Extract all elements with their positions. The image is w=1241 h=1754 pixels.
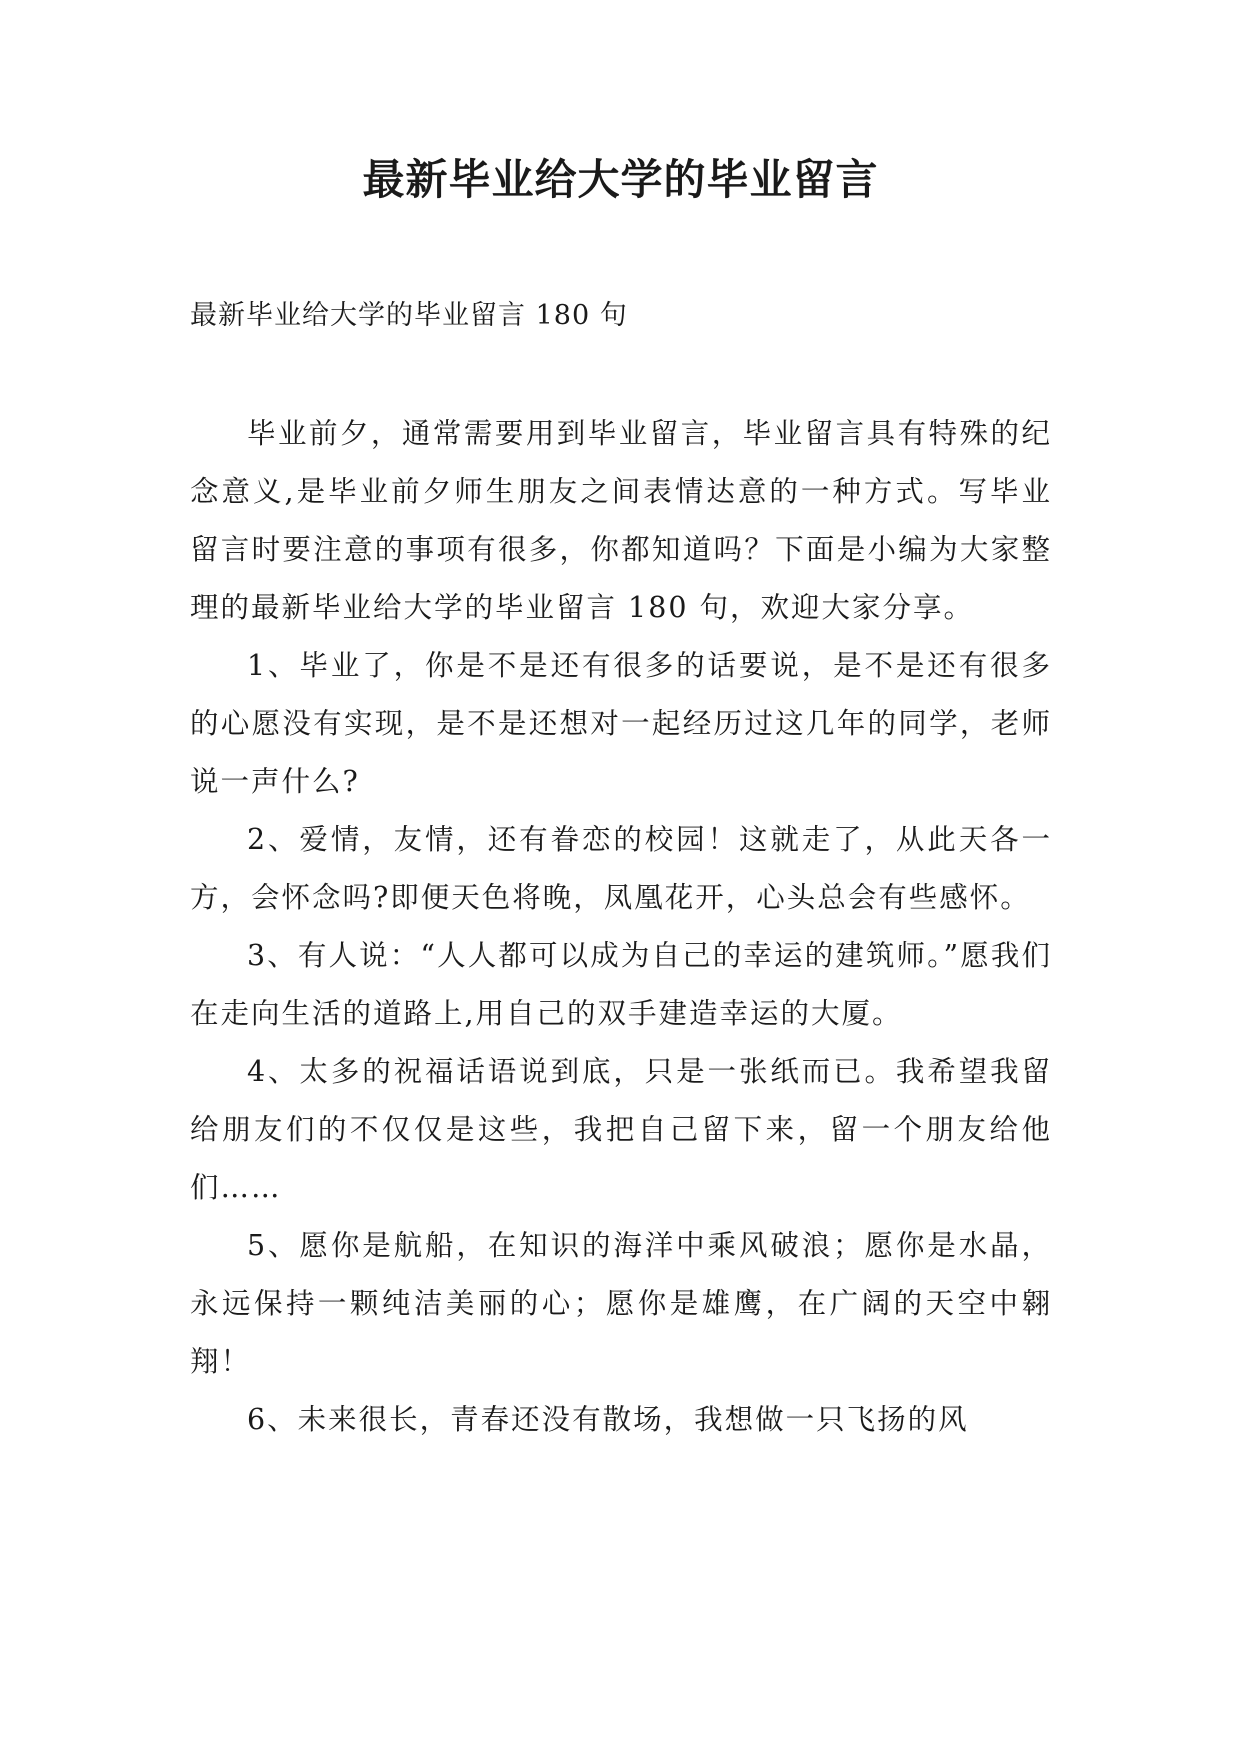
message-paragraph-1: 1、毕业了，你是不是还有很多的话要说，是不是还有很多的心愿没有实现，是不是还想对一起经历过这几年的同学，老师说一声什么? [190, 649, 1052, 798]
message-paragraph-4: 4、太多的祝福话语说到底，只是一张纸而已。我希望我留给朋友们的不仅仅是这些，我把自己留下来，留一个朋友给他们…… [190, 1055, 1052, 1204]
message-paragraph-3: 3、有人说：“人人都可以成为自己的幸运的建筑师。”愿我们在走向生活的道路上,用自己的双手建造幸运的大厦。 [190, 939, 1052, 1030]
document-body [190, 405, 1052, 1449]
message-paragraph-6: 6、未来很长，青春还没有散场，我想做一只飞扬的风 [247, 1403, 969, 1436]
message-paragraph-5: 5、愿你是航船，在知识的海洋中乘风破浪；愿你是水晶，永远保持一颗纯洁美丽的心；愿你是雄鹰，在广阔的天空中翱翔！ [190, 1229, 1052, 1378]
document-subtitle: 最新毕业给大学的毕业留言 180 句 [190, 300, 628, 331]
intro-paragraph: 毕业前夕，通常需要用到毕业留言，毕业留言具有特殊的纪念意义,是毕业前夕师生朋友之间表情达意的一种方式。写毕业留言时要注意的事项有很多，你都知道吗？下面是小编为大家整理的最新毕业给大学的毕业留言 180 句，欢迎大家分享。 [190, 417, 1052, 624]
document-title: 最新毕业给大学的毕业留言 [362, 155, 879, 204]
message-paragraph-2: 2、爱情，友情，还有眷恋的校园！这就走了，从此天各一方，会怀念吗?即便天色将晚，凤凰花开，心头总会有些感怀。 [190, 823, 1052, 914]
